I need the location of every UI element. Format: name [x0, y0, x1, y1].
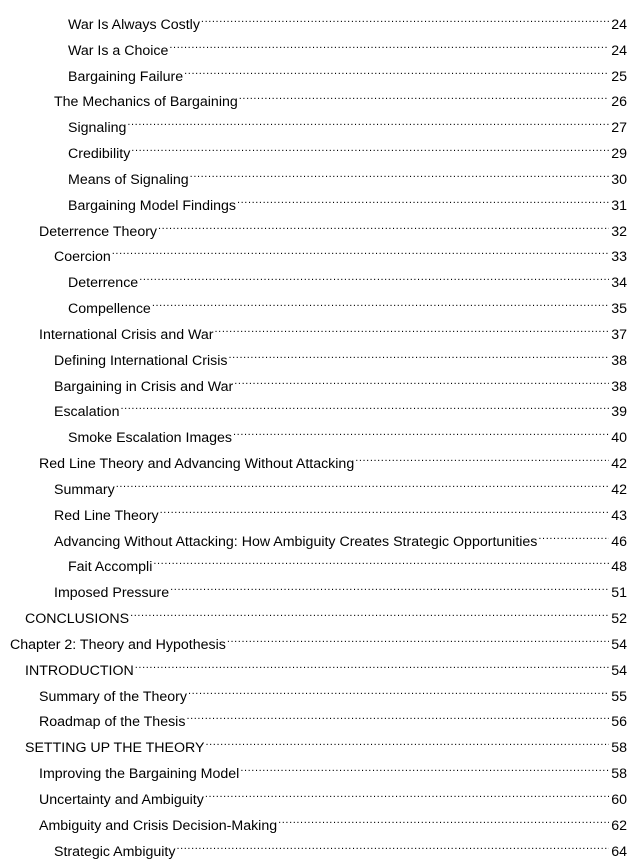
toc-entry-title: Ambiguity and Crisis Decision-Making	[39, 817, 278, 834]
dot-leader	[240, 756, 609, 778]
toc-entry[interactable]	[39, 808, 627, 834]
dot-leader	[201, 7, 609, 29]
toc-entry-page-number: 39	[611, 404, 627, 421]
dot-leader	[237, 188, 609, 210]
toc-entry-page-number: 30	[611, 171, 627, 188]
toc-entry-page-number: 62	[611, 817, 627, 834]
toc-entry[interactable]	[68, 291, 627, 318]
toc-entry-title: Strategic Ambiguity	[54, 843, 176, 860]
toc-entry[interactable]	[68, 7, 627, 33]
dot-leader	[278, 808, 609, 830]
toc-entry[interactable]	[54, 524, 627, 550]
toc-entry[interactable]	[54, 498, 627, 524]
toc-entry[interactable]	[68, 136, 627, 163]
toc-entry-title: War Is Always Costly	[68, 17, 200, 33]
toc-entry[interactable]	[25, 653, 627, 679]
toc-entry-title: Bargaining in Crisis and War	[54, 378, 234, 395]
dot-leader	[227, 627, 609, 649]
toc-entry-title: Bargaining Model Findings	[68, 197, 236, 214]
toc-entry-title: Advancing Without Attacking: How Ambiguity Creates Strategic Opportunities	[54, 533, 538, 550]
toc-entry[interactable]	[25, 730, 627, 757]
toc-entry[interactable]	[10, 627, 627, 653]
toc-entry-page-number: 33	[611, 249, 627, 266]
toc-entry-page-number: 52	[611, 611, 627, 628]
toc-entry-title: Escalation	[54, 404, 120, 421]
dot-leader	[131, 136, 609, 158]
dot-leader	[190, 162, 609, 184]
toc-entry-page-number: 54	[611, 662, 627, 679]
dot-leader	[234, 369, 609, 391]
toc-entry-title: Bargaining Failure	[68, 68, 184, 85]
toc-entry-page-number: 46	[611, 533, 627, 550]
dot-leader	[153, 549, 609, 571]
dot-leader	[176, 834, 609, 856]
dot-leader	[355, 446, 609, 468]
toc-entry-page-number: 24	[611, 42, 627, 59]
toc-entry[interactable]	[54, 239, 627, 266]
dot-leader	[135, 653, 609, 675]
dot-leader	[112, 239, 609, 261]
toc-entry-page-number: 48	[611, 559, 627, 576]
toc-entry-title: INTRODUCTION	[25, 662, 134, 679]
toc-entry[interactable]	[68, 162, 627, 188]
toc-entry-title: Chapter 2: Theory and Hypothesis	[10, 636, 226, 653]
toc-entry[interactable]	[39, 679, 627, 705]
toc-entry-page-number: 40	[611, 430, 627, 447]
dot-leader	[239, 84, 609, 106]
toc-entry[interactable]	[54, 575, 627, 602]
dot-leader	[139, 265, 609, 287]
toc-entry-title: Defining International Crisis	[54, 352, 228, 369]
toc-entry[interactable]	[54, 343, 627, 369]
toc-entry-page-number: 29	[611, 146, 627, 163]
toc-entry[interactable]	[68, 110, 627, 137]
toc-entry-page-number: 42	[611, 456, 627, 473]
toc-entry-title: CONCLUSIONS	[25, 611, 130, 628]
toc-entry-page-number: 27	[611, 120, 627, 137]
toc-entry[interactable]	[68, 420, 627, 447]
dot-leader	[205, 730, 609, 752]
toc-entry-title: Deterrence	[68, 275, 139, 292]
toc-entry-page-number: 31	[611, 197, 627, 214]
toc-entry[interactable]	[39, 214, 627, 240]
toc-entry-title: Credibility	[68, 146, 131, 163]
toc-entry-page-number: 56	[611, 714, 627, 731]
toc-entry-title: International Crisis and War	[39, 326, 214, 343]
dot-leader	[158, 214, 609, 236]
toc-entry[interactable]	[39, 317, 627, 343]
dot-leader	[152, 291, 609, 313]
toc-entry-page-number: 54	[611, 636, 627, 653]
toc-entry-page-number: 32	[611, 223, 627, 240]
toc-entry[interactable]	[54, 472, 627, 498]
dot-leader	[130, 601, 609, 623]
toc-entry[interactable]	[54, 369, 627, 395]
toc-entry-title: Imposed Pressure	[54, 585, 170, 602]
dot-leader	[186, 704, 609, 726]
toc-entry-title: Signaling	[68, 120, 127, 137]
dot-leader	[127, 110, 609, 132]
toc-entry-page-number: 25	[611, 68, 627, 85]
dot-leader	[184, 59, 609, 81]
toc-entry-title: Coercion	[54, 249, 111, 266]
toc-entry-title: Fait Accompli	[68, 559, 153, 576]
toc-entry-page-number: 55	[611, 688, 627, 705]
toc-entry-page-number: 34	[611, 275, 627, 292]
dot-leader	[116, 472, 609, 494]
dot-leader	[538, 524, 609, 546]
toc-entry[interactable]	[68, 59, 627, 85]
dot-leader	[205, 782, 609, 804]
dot-leader	[233, 420, 609, 442]
toc-entry[interactable]	[39, 446, 627, 473]
toc-entry-page-number: 24	[611, 17, 627, 33]
toc-entry[interactable]	[54, 834, 627, 860]
toc-entry-page-number: 38	[611, 378, 627, 395]
toc-entry-title: Compellence	[68, 301, 151, 318]
dot-leader	[169, 33, 609, 55]
toc-entry[interactable]	[68, 265, 627, 292]
toc-entry-page-number: 26	[611, 94, 627, 111]
toc-entry-title: The Mechanics of Bargaining	[54, 94, 238, 111]
dot-leader	[120, 394, 609, 416]
toc-entry[interactable]	[68, 33, 627, 59]
dot-leader	[215, 317, 609, 339]
toc-entry-page-number: 35	[611, 301, 627, 318]
toc-entry-title: Red Line Theory and Advancing Without Attacking	[39, 456, 355, 473]
toc-entry-page-number: 64	[611, 843, 627, 860]
toc-entry-page-number: 42	[611, 481, 627, 498]
toc-entry-page-number: 37	[611, 326, 627, 343]
dot-leader	[160, 498, 609, 520]
toc-entry-title: Red Line Theory	[54, 507, 159, 524]
dot-leader	[170, 575, 609, 597]
toc-entry-page-number: 58	[611, 740, 627, 757]
toc-entry[interactable]	[68, 549, 627, 576]
toc-entry-title: War Is a Choice	[68, 42, 169, 59]
toc-entry[interactable]	[39, 782, 627, 808]
toc-entry-title: Summary	[54, 481, 115, 498]
toc-entry-title: Smoke Escalation Images	[68, 430, 233, 447]
toc-entry[interactable]	[68, 188, 627, 214]
dot-leader	[229, 343, 610, 365]
toc-entry-page-number: 51	[611, 585, 627, 602]
dot-leader	[188, 679, 609, 701]
toc-entry-title: Improving the Bargaining Model	[39, 766, 240, 783]
toc-entry-page-number: 58	[611, 766, 627, 783]
toc-entry[interactable]	[39, 756, 627, 783]
toc-entry-page-number: 43	[611, 507, 627, 524]
toc-entry-title: Means of Signaling	[68, 171, 189, 188]
toc-entry-title: Uncertainty and Ambiguity	[39, 791, 204, 808]
toc-entry[interactable]	[39, 704, 627, 731]
toc-entry-title: Roadmap of the Thesis	[39, 714, 186, 731]
toc-entry-title: Deterrence Theory	[39, 223, 158, 240]
toc-entry-title: SETTING UP THE THEORY	[25, 740, 205, 757]
toc-entry-page-number: 38	[611, 352, 627, 369]
toc-entry[interactable]	[25, 601, 627, 628]
toc-entry-page-number: 60	[611, 791, 627, 808]
toc-entry-title: Summary of the Theory	[39, 688, 187, 705]
toc-entry[interactable]	[54, 394, 627, 421]
toc-entry[interactable]	[54, 84, 627, 111]
